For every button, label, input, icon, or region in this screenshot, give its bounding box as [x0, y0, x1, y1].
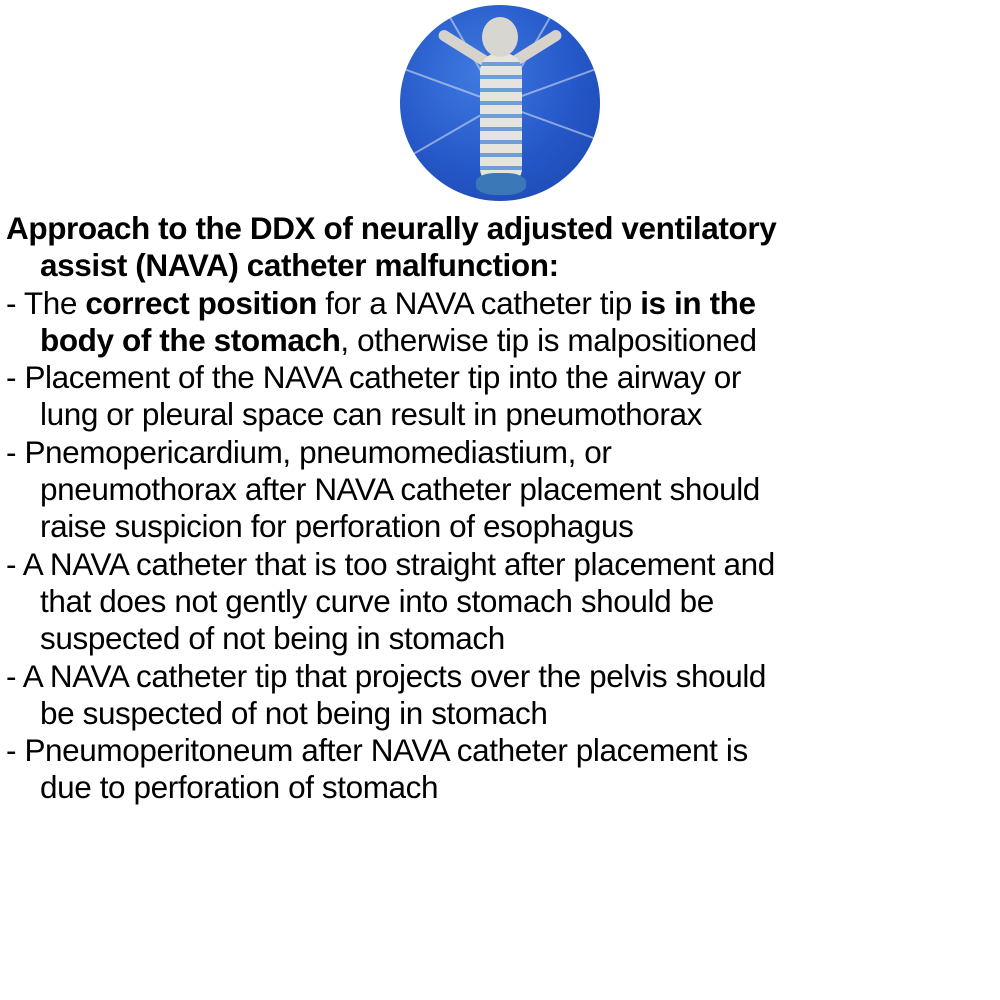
- swaddled-infant-medallion-icon: [400, 5, 600, 201]
- bullet-3-line-1: - Pnemopericardium, pneumomediastium, or: [6, 433, 612, 470]
- bullet-3-line-2: pneumothorax after NAVA catheter placement should: [40, 471, 760, 508]
- bullet-1-line-1: - The correct position for a NAVA catheter tip is in the: [6, 284, 756, 321]
- heading-line-1: Approach to the DDX of neurally adjusted ventilatory: [6, 210, 777, 246]
- bullet-6-line-2: due to perforation of stomach: [40, 769, 439, 806]
- slide-body: [6, 210, 1000, 807]
- heading-line-2: assist (NAVA) catheter malfunction:: [40, 247, 559, 284]
- bullet-4-line-1: - A NAVA catheter that is too straight after placement and: [6, 545, 775, 582]
- bullet-3-line-3: raise suspicion for perforation of esophagus: [40, 508, 634, 545]
- bullet-4-line-2: that does not gently curve into stomach should be: [40, 582, 714, 619]
- bullet-4-line-3: suspected of not being in stomach: [40, 620, 505, 657]
- bullet-5-line-1: - A NAVA catheter tip that projects over the pelvis should: [6, 657, 767, 694]
- bullet-5-line-2: be suspected of not being in stomach: [40, 694, 548, 731]
- bullet-2-line-1: - Placement of the NAVA catheter tip into the airway or: [6, 359, 741, 396]
- bullet-1-line-2: body of the stomach, otherwise tip is malpositioned: [40, 321, 757, 358]
- bullet-2-line-2: lung or pleural space can result in pneumothorax: [40, 396, 702, 433]
- bullet-6-line-1: - Pneumoperitoneum after NAVA catheter placement is: [6, 732, 748, 769]
